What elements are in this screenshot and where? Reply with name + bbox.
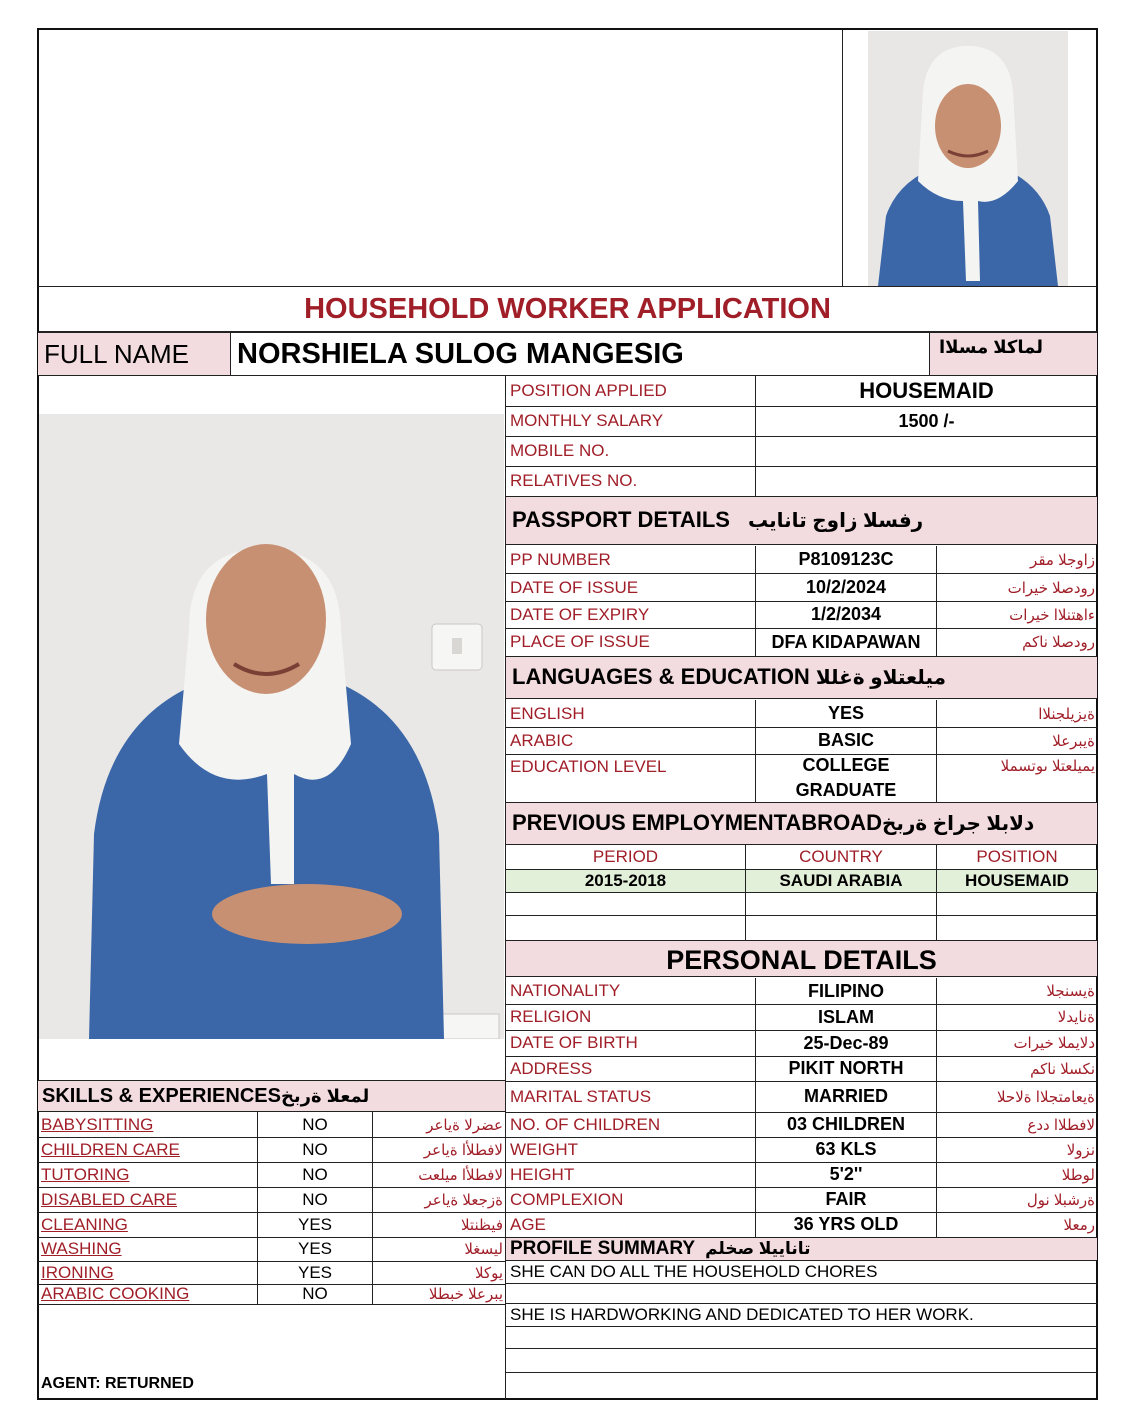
languages-arabic: ةيزيلجنلاا [1038,705,1095,723]
personal-value: PIKIT NORTH [788,1058,904,1078]
languages-row-label [506,700,755,727]
skill-row-arabic [373,1261,503,1284]
personal-label: ADDRESS [510,1058,593,1078]
languages-row-value [756,727,936,754]
personal-arabic: نزولا [1066,1141,1095,1159]
personal-value: ISLAM [818,1006,874,1027]
profile-header: PROFILE SUMMARY [510,1238,696,1259]
personal-row-value [756,1187,936,1212]
full-name-value: NORSHIELA SULOG MANGESIG [237,337,684,370]
personal-arabic: ةرشبلا نول [1026,1191,1095,1209]
languages-value: YES [827,703,865,723]
personal-label: DATE OF BIRTH [510,1033,638,1052]
position-row-value [756,376,1097,406]
personal-label: WEIGHT [510,1139,578,1159]
personal-row-label [506,1030,755,1056]
skill-row-arabic [373,1112,503,1137]
personal-row-label [506,1162,755,1187]
passport-row-label [506,628,755,656]
passport-photo [868,31,1068,286]
profile-line-2: SHE IS HARDWORKING AND DEDICATED TO HER WORK. [510,1305,974,1324]
languages-row-arabic [937,727,1095,754]
passport-row-label [506,546,755,573]
languages-value-2: GRADUATE [795,780,897,800]
position-row-label [506,436,755,466]
passport-arabic: رودصلا ناكم [1022,634,1095,651]
position-value: 1500 /- [898,410,955,431]
employment-value: HOUSEMAID [965,871,1069,890]
position-row-label [506,376,755,406]
personal-header: PERSONAL DETAILS [666,945,937,975]
personal-value: FILIPINO [808,980,884,1001]
personal-row-arabic [937,1081,1095,1112]
position-row-value [756,406,1097,436]
employment-column-label: PERIOD [592,847,659,866]
skill-row-value [258,1237,372,1261]
skill-row-value [258,1162,372,1187]
passport-row-label [506,601,755,628]
employment-column-header [506,845,745,869]
skill-row-value [258,1212,372,1237]
skill-label: DISABLED CARE [41,1189,178,1209]
passport-header: PASSPORT DETAILS [512,507,730,532]
personal-row-arabic [937,1030,1095,1056]
employment-cell [746,870,936,892]
position-label: MOBILE NO. [510,441,610,460]
skill-arabic: فيظنتلا [460,1216,503,1234]
skill-value: YES [297,1262,333,1282]
personal-label: RELIGION [510,1007,592,1026]
agent-note: AGENT: RETURNED [41,1375,194,1392]
skill-row-arabic [373,1284,503,1304]
skill-arabic: يبرعلا خبطلا [428,1286,503,1303]
passport-arabic: زاوجلا مقر [1030,551,1095,569]
personal-value: 03 CHILDREN [786,1114,906,1134]
personal-label: MARITAL STATUS [510,1086,652,1106]
personal-row-arabic [937,1187,1095,1212]
skill-row-label [38,1187,257,1212]
personal-row-arabic [937,1162,1095,1187]
skill-arabic: ةزجعلا ةياعر [424,1191,503,1209]
employment-value: 2015-2018 [584,871,667,890]
passport-row-label [506,574,755,601]
profile-header-arabic: تاناييلا صخلم [705,1239,811,1258]
personal-row-value [756,978,936,1004]
skills-header-arabic: لمعلا ةربخ [280,1085,370,1106]
skill-row-label [38,1212,257,1237]
position-label: POSITION APPLIED [510,381,667,400]
personal-row-arabic [937,1056,1095,1081]
skill-value: NO [302,1114,328,1134]
skill-value: YES [297,1239,333,1258]
full-name-arabic: لماكلا مسلاا [938,337,1043,357]
passport-row-value [756,601,936,628]
employment-column-label: POSITION [976,847,1058,866]
skill-value: NO [302,1164,328,1184]
passport-row-arabic [937,546,1095,573]
full-body-photo [39,414,504,1039]
personal-row-arabic [937,1212,1095,1237]
position-value: HOUSEMAID [859,378,994,403]
languages-row-arabic [937,754,1095,802]
passport-label: DATE OF ISSUE [510,577,639,597]
personal-value: 36 YRS OLD [793,1214,899,1234]
employment-cell [937,870,1097,892]
passport-row-arabic [937,601,1095,628]
employment-header: PREVIOUS EMPLOYMENTABROAD [512,810,882,835]
skill-row-label [38,1112,257,1137]
skill-value: YES [297,1214,333,1234]
skill-row-value [258,1112,372,1137]
skill-arabic: يوكلا [474,1264,503,1282]
skill-label: IRONING [41,1262,114,1282]
employment-column-label: COUNTRY [799,847,883,866]
passport-header-arabic: رفسلا زاوج تانايب [747,509,924,532]
employment-column-header [746,845,936,869]
position-label: RELATIVES NO. [510,471,638,490]
employment-cell [506,870,745,892]
personal-row-arabic [937,1137,1095,1162]
passport-value: DFA KIDAPAWAN [771,631,921,652]
personal-row-value [756,1056,936,1081]
passport-label: PLACE OF ISSUE [510,632,650,651]
passport-row-value [756,546,936,573]
passport-value: 10/2/2024 [805,577,887,597]
skill-arabic: لافطلأا ةياعر [423,1141,503,1159]
personal-row-arabic [937,978,1095,1004]
personal-arabic: ةيسنجلا [1046,983,1095,1000]
languages-arabic: ةيبرعلا [1052,732,1095,750]
employment-header-arabic: دلابلا جراخ ةربخ [881,812,1035,835]
personal-label: AGE [510,1214,546,1234]
position-row-label [506,466,755,496]
personal-row-value [756,1112,936,1137]
skill-row-arabic [373,1237,503,1261]
employment-column-header [937,845,1097,869]
languages-header: LANGUAGES & EDUCATION [512,664,810,689]
personal-row-label [506,978,755,1004]
personal-row-label [506,1187,755,1212]
personal-arabic: ةيعامتجلاا ةلاحلا [996,1088,1095,1106]
form-title: HOUSEHOLD WORKER APPLICATION [304,292,831,325]
languages-header-arabic: ميلعتلاو ةغللا [815,666,946,689]
skill-row-label [38,1261,257,1284]
skill-value: NO [302,1139,328,1159]
personal-row-label [506,1081,755,1112]
languages-row-arabic [937,700,1095,727]
personal-value: FAIR [825,1189,867,1209]
personal-row-value [756,1162,936,1187]
passport-row-value [756,628,936,656]
position-row-value [756,436,1097,466]
skill-label: BABYSITTING [41,1114,154,1134]
personal-value: 63 KLS [815,1139,877,1159]
skill-row-label [38,1162,257,1187]
personal-label: NO. OF CHILDREN [510,1114,661,1134]
skill-label: CHILDREN CARE [41,1139,180,1159]
skill-row-value [258,1284,372,1304]
skill-row-value [258,1261,372,1284]
personal-row-label [506,1212,755,1237]
skill-row-label [38,1137,257,1162]
skill-label: WASHING [41,1239,122,1258]
passport-row-value [756,574,936,601]
personal-row-label [506,1004,755,1030]
personal-label: HEIGHT [510,1164,575,1184]
personal-row-value [756,1030,936,1056]
languages-value: BASIC [817,730,874,750]
skill-row-arabic [373,1187,503,1212]
skill-row-arabic [373,1162,503,1187]
passport-label: DATE OF EXPIRY [510,604,650,624]
passport-arabic: ءاهتنلاا خيرات [1009,606,1095,624]
personal-value: 5'2'' [829,1164,863,1184]
languages-value: COLLEGE [802,755,890,775]
skill-row-arabic [373,1137,503,1162]
personal-value: MARRIED [804,1086,888,1106]
passport-value: P8109123C [798,549,894,569]
languages-row-value [756,700,936,727]
position-row-label [506,406,755,436]
personal-arabic: ةنايدلا [1057,1009,1095,1026]
languages-row-label [506,754,755,802]
personal-row-value [756,1081,936,1112]
passport-row-arabic [937,628,1095,656]
personal-row-label [506,1056,755,1081]
profile-line-1: SHE CAN DO ALL THE HOUSEHOLD CHORES [510,1262,878,1281]
passport-row-arabic [937,574,1095,601]
skill-arabic: ليسغلا [464,1241,503,1258]
passport-arabic: رودصلا خيرات [1007,579,1095,597]
skill-label: TUTORING [41,1164,130,1184]
skill-row-arabic [373,1212,503,1237]
personal-arabic: رمعلا [1063,1216,1095,1234]
passport-value: 1/2/2034 [810,604,882,624]
personal-label: NATIONALITY [510,981,621,1000]
personal-arabic: نكسلا ناكم [1030,1060,1095,1078]
personal-row-label [506,1137,755,1162]
personal-row-label [506,1112,755,1137]
employment-value: SAUDI ARABIA [779,871,903,890]
skill-label: ARABIC COOKING [41,1284,190,1303]
position-label: MONTHLY SALARY [510,411,664,430]
personal-arabic: لوطلا [1061,1166,1095,1184]
skill-value: NO [302,1284,328,1303]
languages-row-value [756,754,936,802]
skill-label: CLEANING [41,1214,128,1234]
personal-row-value [756,1137,936,1162]
languages-label: ARABIC [510,730,574,750]
skill-row-value [258,1137,372,1162]
skill-row-value [258,1187,372,1212]
skill-arabic: لافطلأا ميلعت [418,1166,503,1184]
position-row-value [756,466,1097,496]
full-name-label: FULL NAME [44,338,189,369]
languages-row-label [506,727,755,754]
passport-label: PP NUMBER [510,549,611,569]
personal-arabic: لافطلاا ددع [1027,1116,1095,1134]
languages-label: ENGLISH [510,703,585,723]
personal-row-arabic [937,1004,1095,1030]
skill-value: NO [302,1189,328,1209]
personal-arabic: دلايملا خيرات [1013,1035,1095,1052]
skill-row-label [38,1237,257,1261]
skill-arabic: عضرلا ةياعر [426,1116,503,1134]
personal-row-arabic [937,1112,1095,1137]
skill-row-label [38,1284,257,1304]
languages-arabic: يميلعتلا ىوتسملا [1000,758,1095,775]
skills-header: SKILLS & EXPERIENCES [42,1084,281,1107]
personal-row-value [756,1004,936,1030]
languages-label: EDUCATION LEVEL [510,757,667,776]
personal-label: COMPLEXION [510,1189,624,1209]
personal-row-value [756,1212,936,1237]
personal-value: 25-Dec-89 [803,1032,889,1053]
